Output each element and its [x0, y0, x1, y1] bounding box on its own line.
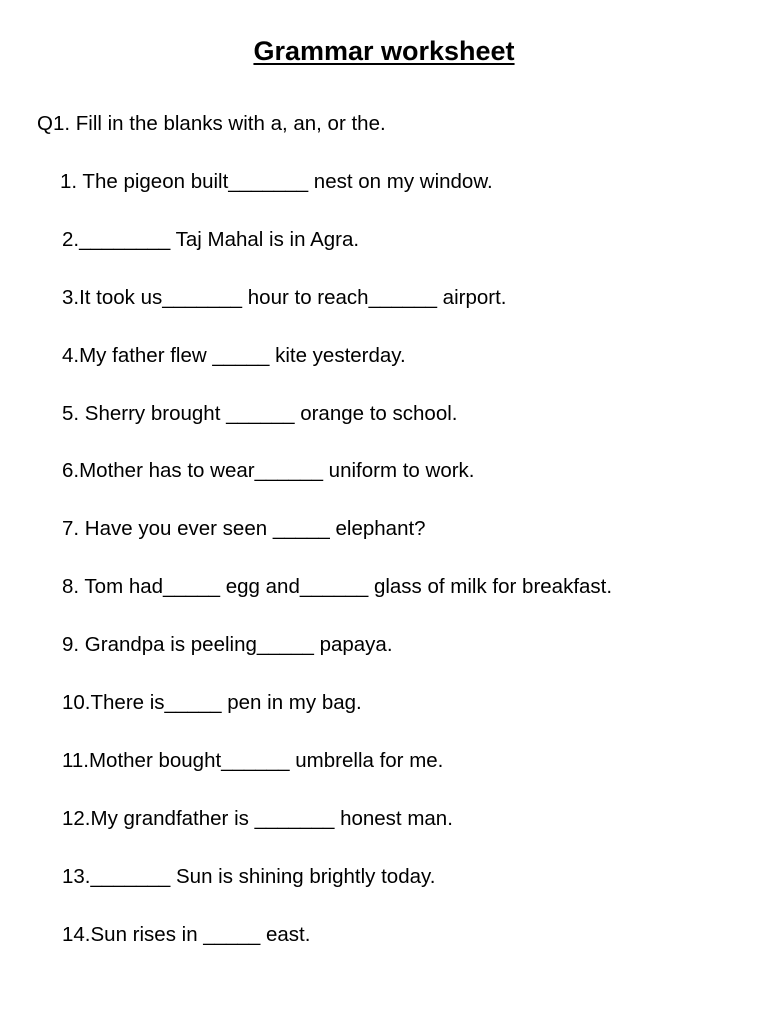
list-item: 5. Sherry brought ______ orange to school.	[62, 402, 458, 425]
question-heading: Q1. Fill in the blanks with a, an, or the.	[37, 112, 386, 135]
list-item: 8. Tom had_____ egg and______ glass of milk for breakfast.	[62, 575, 613, 598]
worksheet-title: Grammar worksheet	[253, 36, 515, 66]
list-item: 9. Grandpa is peeling_____ papaya.	[62, 633, 393, 656]
list-item: 2.________ Taj Mahal is in Agra.	[62, 228, 360, 251]
list-item: 14.Sun rises in _____ east.	[62, 923, 311, 946]
list-item: 12.My grandfather is _______ honest man.	[62, 807, 453, 830]
list-item: 11.Mother bought______ umbrella for me.	[62, 749, 444, 772]
list-item: 1. The pigeon built_______ nest on my window.	[60, 170, 493, 193]
list-item: 7. Have you ever seen _____ elephant?	[62, 517, 426, 540]
list-item: 10.There is_____ pen in my bag.	[62, 691, 362, 714]
list-item: 13._______ Sun is shining brightly today.	[62, 865, 436, 888]
list-item: 6.Mother has to wear______ uniform to work.	[62, 459, 475, 482]
list-item: 4.My father flew _____ kite yesterday.	[62, 344, 406, 367]
list-item: 3.It took us_______ hour to reach______ airport.	[62, 286, 507, 309]
